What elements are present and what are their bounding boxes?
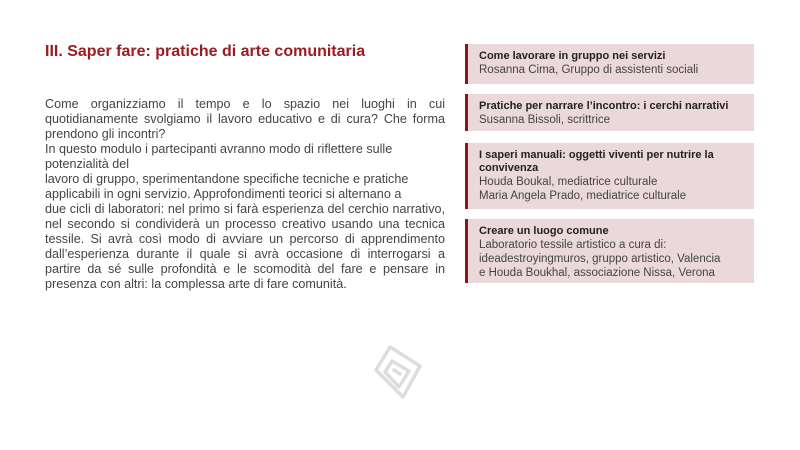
session-card-line: ideadestroyingmuros, gruppo artistico, Valencia [479, 253, 721, 265]
session-card-line: Maria Angela Prado, mediatrice culturale [479, 190, 687, 202]
diamond-spiral-logo [370, 342, 428, 402]
description-paragraph: Come organizziamo il tempo e lo spazio nei luoghi in cui quotidianamente svolgiamo il lavoro educativo e di cura? Che forma prendono gli incontri? [45, 97, 445, 141]
session-card-title: I saperi manuali: oggetti viventi per nutrire la convivenza [479, 149, 714, 174]
session-card-manual-knowledge [465, 143, 754, 209]
description-paragraph: lavoro di gruppo, sperimentandone specifiche tecniche e pratiche applicabili in ogni servizio. Approfondimenti teorici si alternano a [45, 172, 409, 201]
session-card-line: e Houda Boukhal, associazione Nissa, Verona [479, 267, 715, 279]
session-card-line: Houda Boukal, mediatrice culturale [479, 176, 658, 188]
page-title: III. Saper fare: pratiche di arte comunitaria [45, 43, 366, 60]
session-card-title: Creare un luogo comune [479, 225, 609, 237]
session-card-group-work [465, 44, 754, 84]
session-card-title: Come lavorare in gruppo nei servizi [479, 50, 666, 62]
session-card-title: Pratiche per narrare l’incontro: i cerchi narrativi [479, 100, 729, 112]
description-paragraph: due cicli di laboratori: nel primo si farà esperienza del cerchio narrativo, nel secondo si condividerà un processo creativo usando una tecnica tessile. Si avrà così modo di avviare un percorso di apprendimento dall’esperienza durante il quale si avrà occasione di interrogarsi a partire da sé sulle profondità e le scomodità del fare e pensare in presenza con altri: la complessa arte di fare comunità. [45, 202, 445, 291]
session-card-common-place [465, 219, 754, 283]
session-card-line: Rosanna Cima, Gruppo di assistenti sociali [479, 64, 699, 76]
session-card-line: Susanna Bissoli, scrittrice [479, 114, 611, 126]
module-description [45, 97, 445, 292]
session-card-line: Laboratorio tessile artistico a cura di: [479, 239, 667, 251]
description-paragraph: In questo modulo i partecipanti avranno modo di riflettere sulle potenzialità del [45, 142, 393, 171]
session-card-narrative-circles [465, 94, 754, 131]
